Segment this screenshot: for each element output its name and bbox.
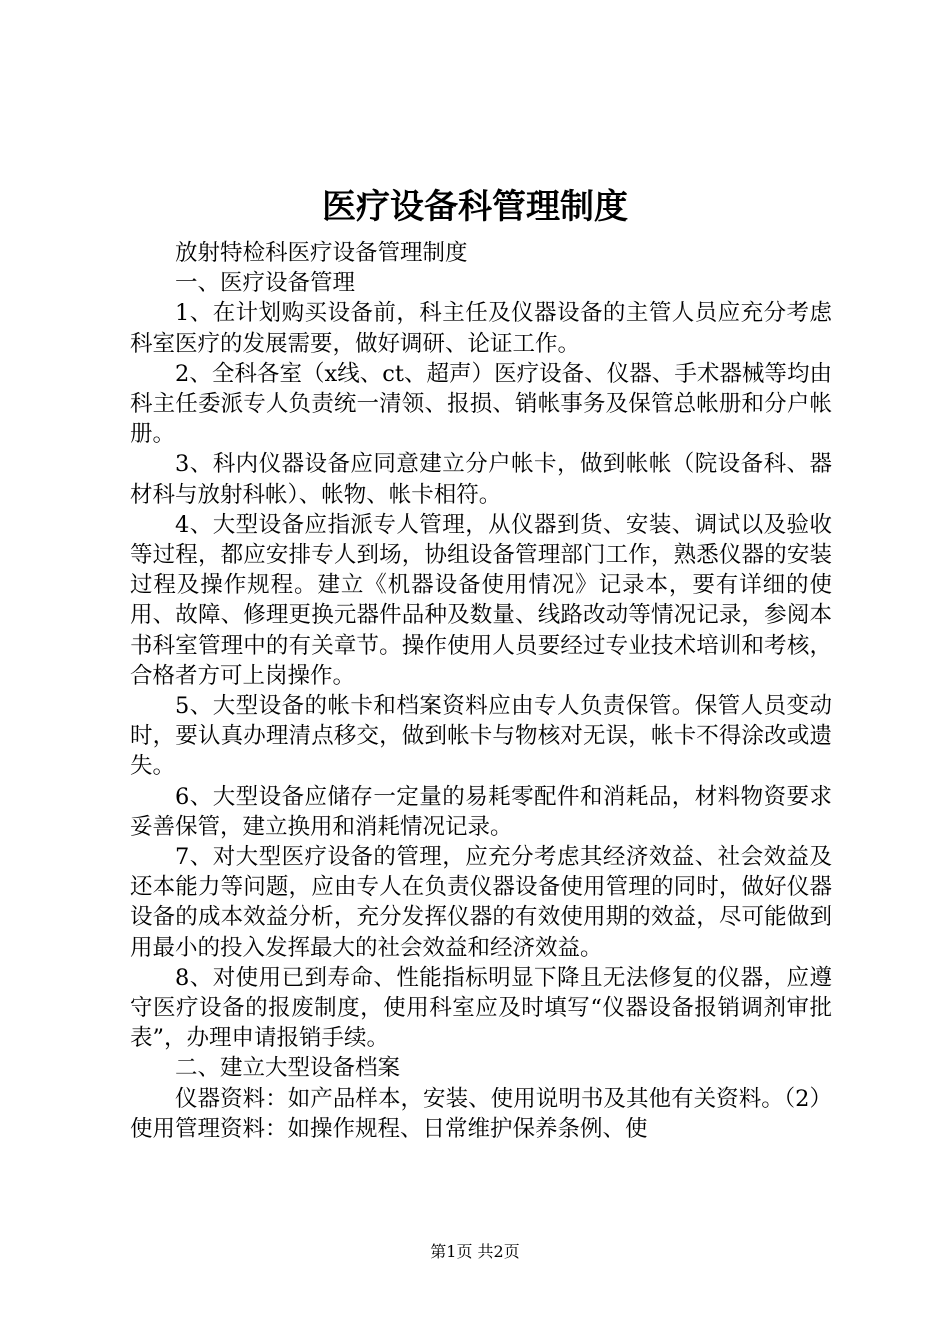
paragraph-item-5: 5、大型设备的帐卡和档案资料应由专人负责保管。保管人员变动时，要认真办理清点移交，做到帐卡与物核对无误，帐卡不得涂改或遗失。 (130, 693, 832, 780)
paragraph-item-3: 3、科内仪器设备应同意建立分户帐卡，做到帐帐（院设备科、器材科与放射科帐）、帐物、帐卡相符。 (130, 451, 832, 508)
document-title: 医疗设备科管理制度 (322, 187, 628, 227)
paragraph-item-2: 2、全科各室（x线、ct、超声）医疗设备、仪器、手术器械等均由科主任委派专人负责统一清领、报损、销帐事务及保管总帐册和分户帐册。 (130, 360, 832, 448)
paragraph-item-8: 8、对使用已到寿命、性能指标明显下降且无法修复的仪器，应遵守医疗设备的报废制度，使用科室应及时填写“仪器设备报销调剂审批表”，办理申请报销手续。 (130, 964, 832, 1052)
section-heading-1: 一、医疗设备管理 (175, 270, 356, 297)
paragraph-item-1: 1、在计划购买设备前，科主任及仪器设备的主管人员应充分考虑科室医疗的发展需要，做好调研、论证工作。 (130, 300, 832, 357)
paragraph-archive: 仪器资料：如产品样本，安装、使用说明书及其他有关资料。（2）使用管理资料：如操作规程、日常维护保养条例、使 (130, 1085, 832, 1142)
section-heading-2: 二、建立大型设备档案 (175, 1055, 401, 1082)
paragraph-item-4: 4、大型设备应指派专人管理，从仪器到货、安装、调试以及验收等过程，都应安排专人到场，协组设备管理部门工作，熟悉仪器的安装过程及操作规程。建立《机器设备使用情况》记录本，要有详细的使用、故障、修理更换元器件品种及数量、线路改动等情况记录，参阅本书科室管理中的有关章节。操作使用人员要经过专业技术培训和考核，合格者方可上岗操作。 (130, 511, 832, 689)
document-body (130, 238, 832, 1144)
paragraph-item-6: 6、大型设备应储存一定量的易耗零配件和消耗品，材料物资要求妥善保管，建立换用和消耗情况记录。 (130, 783, 832, 840)
page-number-footer: 第1页 共2页 (430, 1242, 520, 1261)
paragraph-item-7: 7、对大型医疗设备的管理，应充分考虑其经济效益、社会效益及还本能力等问题，应由专人在负责仪器设备使用管理的同时，做好仪器设备的成本效益分析，充分发挥仪器的有效使用期的效益，尽可能做到用最小的投入发挥最大的社会效益和经济效益。 (130, 844, 832, 961)
subtitle-paragraph: 放射特检科医疗设备管理制度 (175, 240, 468, 266)
